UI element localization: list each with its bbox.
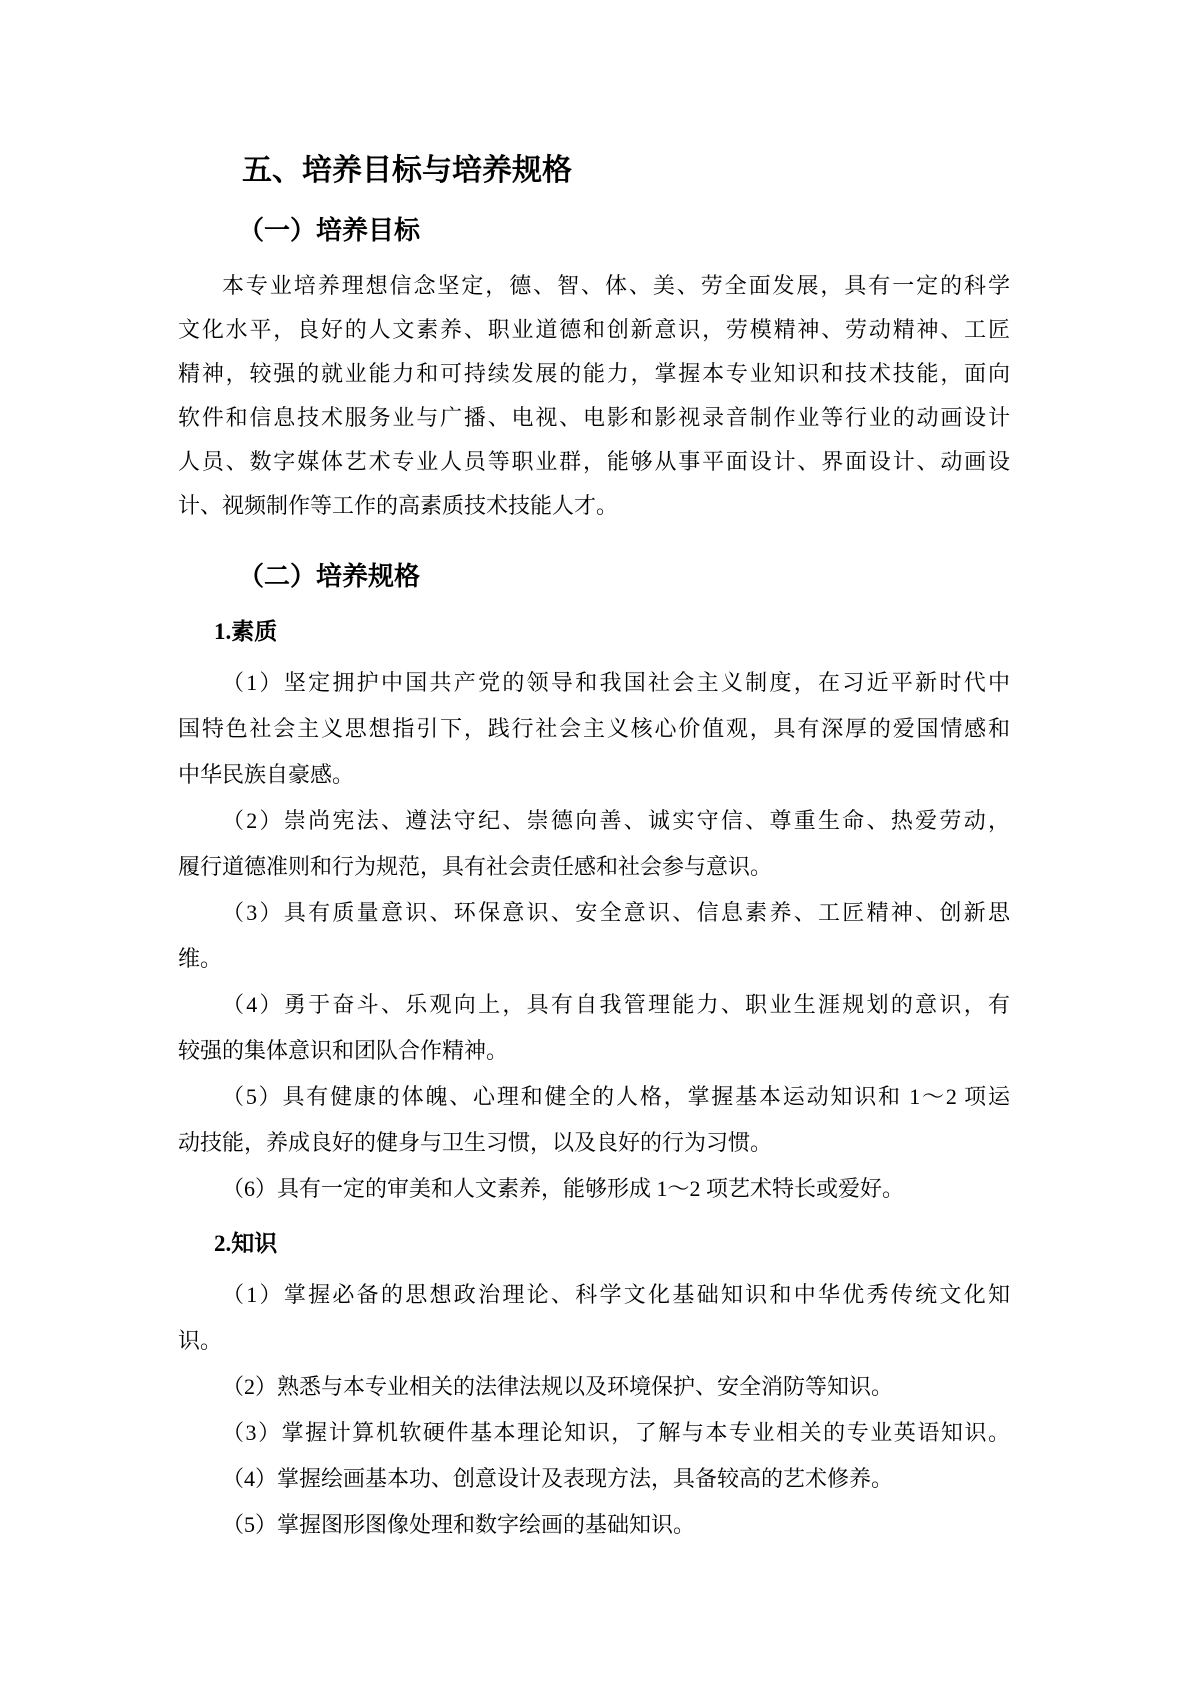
item-line: （3）掌握计算机软硬件基本理论知识，了解与本专业相关的专业英语知识。 <box>222 1420 1010 1445</box>
item-line: 识。 <box>178 1328 223 1353</box>
section-heading-training-specs: （二）培养规格 <box>238 561 421 591</box>
item-line: （5）掌握图形图像处理和数字绘画的基础知识。 <box>222 1512 696 1537</box>
item-line: （3）具有质量意识、环保意识、安全意识、信息素养、工匠精神、创新思 <box>222 900 1010 925</box>
section-heading-training-objectives: （一）培养目标 <box>238 215 421 245</box>
item-line: 履行道德准则和行为规范，具有社会责任感和社会参与意识。 <box>178 854 773 879</box>
paragraph-line: 精神，较强的就业能力和可持续发展的能力，掌握本专业知识和技术技能，面向 <box>178 361 1010 386</box>
objectives-paragraph <box>178 264 1010 528</box>
item-line: （5）具有健康的体魄、心理和健全的人格，掌握基本运动知识和 1～2 项运 <box>222 1084 1010 1109</box>
knowledge-items <box>178 1272 1010 1548</box>
paragraph-line: 文化水平，良好的人文素养、职业道德和创新意识，劳模精神、劳动精神、工匠 <box>178 317 1010 342</box>
subsection-label-knowledge: 2.知识 <box>214 1231 278 1256</box>
item-line: 动技能，养成良好的健身与卫生习惯，以及良好的行为习惯。 <box>178 1130 773 1155</box>
item-line: （1）坚定拥护中国共产党的领导和我国社会主义制度，在习近平新时代中 <box>222 670 1010 695</box>
item-line: （1）掌握必备的思想政治理论、科学文化基础知识和中华优秀传统文化知 <box>222 1282 1010 1307</box>
paragraph-line: 本专业培养理想信念坚定，德、智、体、美、劳全面发展，具有一定的科学 <box>222 273 1010 298</box>
item-line: （4）勇于奋斗、乐观向上，具有自我管理能力、职业生涯规划的意识，有 <box>222 992 1010 1017</box>
item-line: （4）掌握绘画基本功、创意设计及表现方法，具备较高的艺术修养。 <box>222 1466 894 1491</box>
item-line: 中华民族自豪感。 <box>178 762 355 787</box>
item-line: （2）熟悉与本专业相关的法律法规以及环境保护、安全消防等知识。 <box>222 1374 894 1399</box>
item-line: （2）崇尚宪法、遵法守纪、崇德向善、诚实守信、尊重生命、热爱劳动， <box>222 808 1010 833</box>
subsection-label-quality: 1.素质 <box>214 619 278 644</box>
text-column <box>0 150 1191 1548</box>
item-line: 较强的集体意识和团队合作精神。 <box>178 1038 509 1063</box>
quality-items <box>178 660 1010 1212</box>
item-line: 国特色社会主义思想指引下，践行社会主义核心价值观，具有深厚的爱国情感和 <box>178 716 1010 741</box>
chapter-heading: 五、培养目标与培养规格 <box>242 154 572 187</box>
paragraph-line: 计、视频制作等工作的高素质技术技能人才。 <box>178 493 619 518</box>
paragraph-line: 人员、数字媒体艺术专业人员等职业群，能够从事平面设计、界面设计、动画设 <box>178 449 1010 474</box>
item-line: （6）具有一定的审美和人文素养，能够形成 1～2 项艺术特长或爱好。 <box>222 1176 905 1201</box>
item-line: 维。 <box>178 946 223 971</box>
paragraph-line: 软件和信息技术服务业与广播、电视、电影和影视录音制作业等行业的动画设计 <box>178 405 1010 430</box>
